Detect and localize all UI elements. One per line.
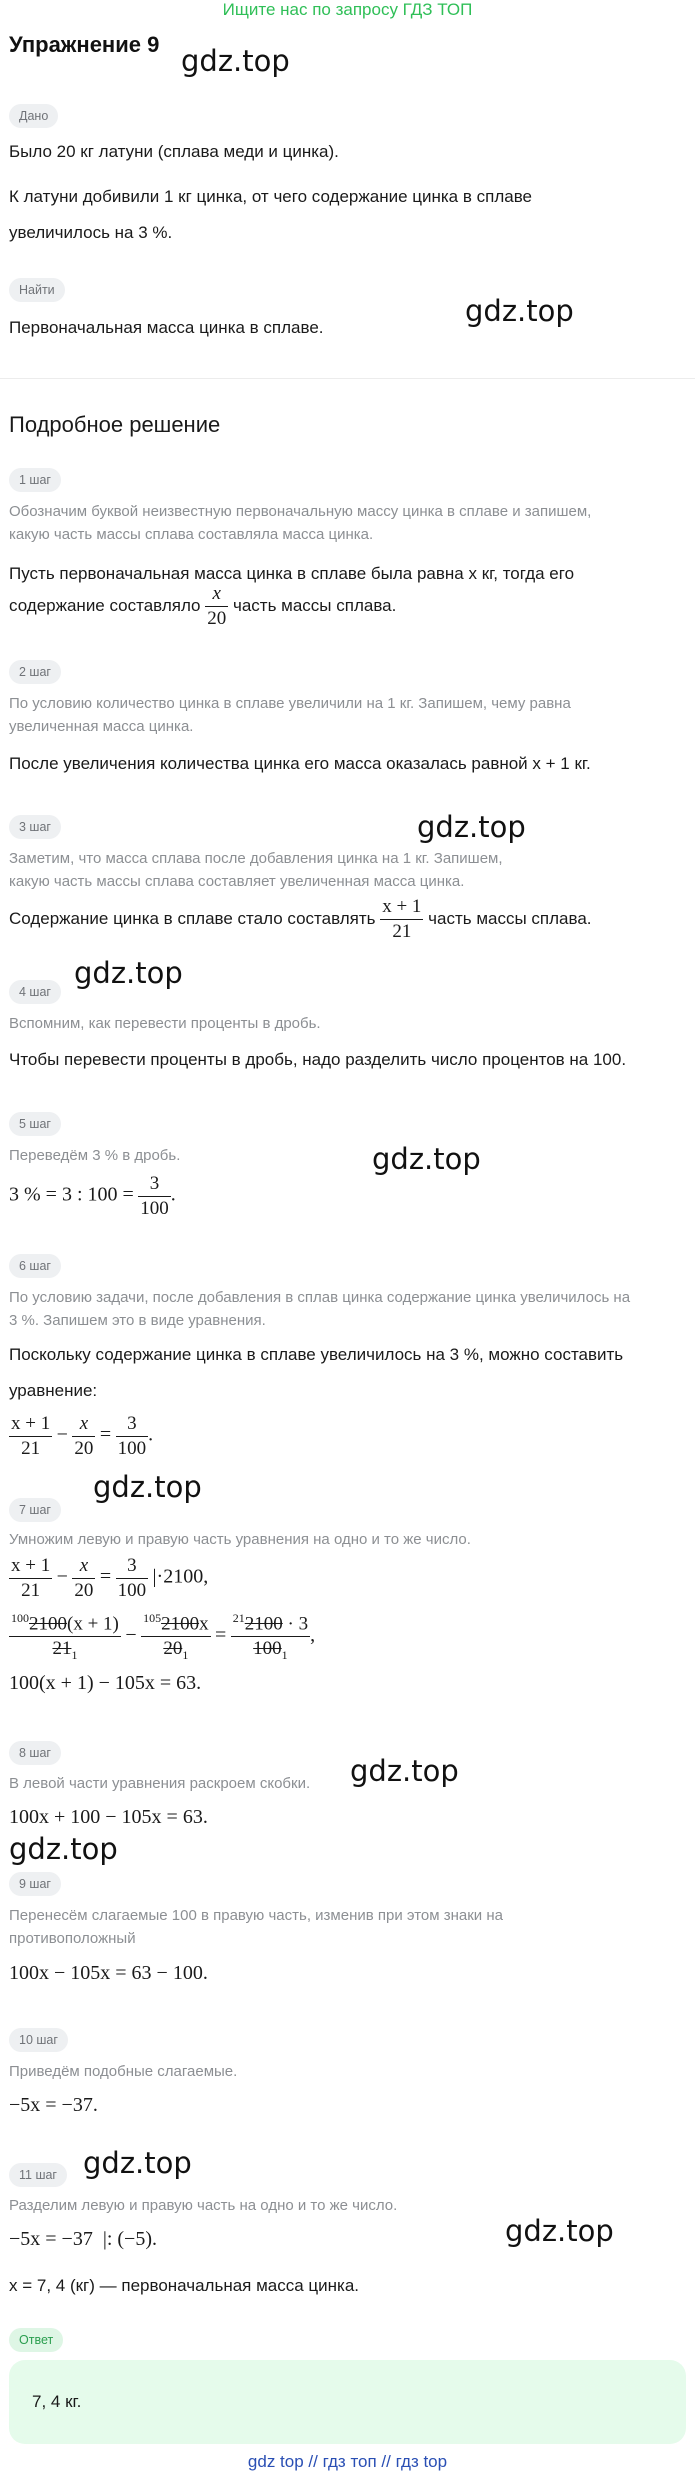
- watermark: gdz.top: [93, 1470, 202, 1504]
- watermark: gdz.top: [9, 1832, 118, 1866]
- watermark: gdz.top: [350, 1754, 459, 1788]
- equation: 100x + 100 − 105x = 63.: [9, 1806, 208, 1828]
- step-text: Содержание цинка в сплаве стало составлять $\frac{x + 1}{21}$ часть массы сплава.: [9, 896, 592, 942]
- equation: $\frac{x + 1}{21}$ − $\frac{x}{20}$ = $\frac{3}{100}$ .: [11, 1413, 154, 1459]
- fraction: $\frac{x}{20}$: [207, 583, 227, 629]
- step-badge: 4 шаг: [9, 980, 61, 1004]
- step-hint: Вспомним, как перевести проценты в дробь.: [9, 1015, 321, 1032]
- watermark: gdz.top: [74, 956, 183, 990]
- step-badge: 1 шаг: [9, 468, 61, 492]
- equation: 3 % = 3 : 100 = $\frac{3}{100}$ .: [9, 1173, 176, 1219]
- step-badge: 8 шаг: [9, 1741, 61, 1765]
- given-line-2a: К латуни добивили 1 кг цинка, от чего содержание цинка в сплаве: [9, 187, 532, 206]
- equation: $\frac{x + 1}{21}$ − $\frac{x}{20}$ = $\frac{3}{100}$ |·2100,: [11, 1555, 209, 1601]
- step-hint: увеличенная масса цинка.: [9, 718, 194, 735]
- watermark: gdz.top: [372, 1142, 481, 1176]
- section-title: Подробное решение: [9, 412, 221, 437]
- watermark: gdz.top: [465, 294, 574, 328]
- step-hint: какую часть массы сплава составляла масса цинка.: [9, 526, 374, 543]
- watermark: gdz.top: [417, 810, 526, 844]
- equation: −5x = −37 |: (−5).: [9, 2228, 157, 2250]
- equation: 100(x + 1) − 105x = 63.: [9, 1672, 202, 1694]
- watermark: gdz.top: [83, 2146, 192, 2180]
- step-hint: Переведём 3 % в дробь.: [9, 1147, 181, 1164]
- step-text: уравнение:: [9, 1381, 98, 1400]
- given-line-1: Было 20 кг латуни (сплава меди и цинка).: [9, 142, 339, 161]
- step-hint: какую часть массы сплава составляет увеличенная масса цинка.: [9, 873, 465, 890]
- fraction: $\frac{x + 1}{21}$: [382, 896, 422, 942]
- step-hint: Обозначим буквой неизвестную первоначальную массу цинка в сплаве и запишем,: [9, 503, 592, 520]
- step-hint: 3 %. Запишем это в виде уравнения.: [9, 1312, 266, 1329]
- step-hint: противоположный: [9, 1930, 136, 1947]
- equation: −5x = −37.: [9, 2094, 98, 2116]
- step-badge: 6 шаг: [9, 1254, 61, 1278]
- step-hint: В левой части уравнения раскроем скобки.: [9, 1775, 311, 1792]
- equation: $\frac{^{100}2100(x + 1)}{21_1}$ − $\frac{^{105}2100x}{20_1}$ = $\frac{^{21}2100 \cdot 3}{100_1}$ ,: [9, 1606, 315, 1667]
- step-text: Пусть первоначальная масса цинка в сплаве была равна x кг, тогда его: [9, 564, 575, 583]
- step-badge: 10 шаг: [9, 2028, 68, 2052]
- step-text: содержание составляло $\frac{x}{20}$ часть массы сплава.: [9, 583, 397, 629]
- step-badge: 2 шаг: [9, 660, 61, 684]
- find-badge: Найти: [9, 278, 65, 302]
- step-badge: 11 шаг: [9, 2163, 67, 2187]
- divider: [0, 378, 695, 379]
- step-hint: По условию задачи, после добавления в сплав цинка содержание цинка увеличилось на: [9, 1289, 631, 1306]
- step-hint: Перенесём слагаемые 100 в правую часть, изменив при этом знаки на: [9, 1907, 503, 1924]
- step-hint: Приведём подобные слагаемые.: [9, 2063, 238, 2080]
- find-text: Первоначальная масса цинка в сплаве.: [9, 318, 324, 337]
- step-hint: Умножим левую и правую часть уравнения на одно и то же число.: [9, 1531, 471, 1548]
- watermark: gdz.top: [505, 2214, 614, 2248]
- watermark: gdz.top: [181, 44, 290, 78]
- answer-text: 7, 4 кг.: [32, 2392, 82, 2411]
- step-text: Поскольку содержание цинка в сплаве увеличилось на 3 %, можно составить: [9, 1345, 624, 1364]
- equation: 100x − 105x = 63 − 100.: [9, 1962, 208, 1984]
- top-search-link[interactable]: Ищите нас по запросу ГДЗ ТОП: [222, 0, 473, 19]
- step-hint: По условию количество цинка в сплаве увеличили на 1 кг. Запишем, чему равна: [9, 695, 571, 712]
- step-text: После увеличения количества цинка его масса оказалась равной x + 1 кг.: [9, 754, 591, 773]
- step-badge: 9 шаг: [9, 1872, 61, 1896]
- footer-links[interactable]: gdz top // гдз топ // гдз top: [247, 2452, 448, 2471]
- step-badge: 3 шаг: [9, 815, 61, 839]
- step-text: Чтобы перевести проценты в дробь, надо разделить число процентов на 100.: [9, 1050, 627, 1069]
- step-badge: 5 шаг: [9, 1112, 61, 1136]
- exercise-title: Упражнение 9: [9, 32, 160, 57]
- given-line-2b: увеличилось на 3 %.: [9, 223, 173, 242]
- step-badge: 7 шаг: [9, 1498, 61, 1522]
- answer-badge: Ответ: [9, 2328, 63, 2352]
- step-hint: Заметим, что масса сплава после добавления цинка на 1 кг. Запишем,: [9, 850, 503, 867]
- given-badge: Дано: [9, 104, 58, 128]
- step-result: x = 7, 4 (кг) — первоначальная масса цинка.: [9, 2276, 360, 2295]
- step-hint: Разделим левую и правую часть на одно и то же число.: [9, 2197, 398, 2214]
